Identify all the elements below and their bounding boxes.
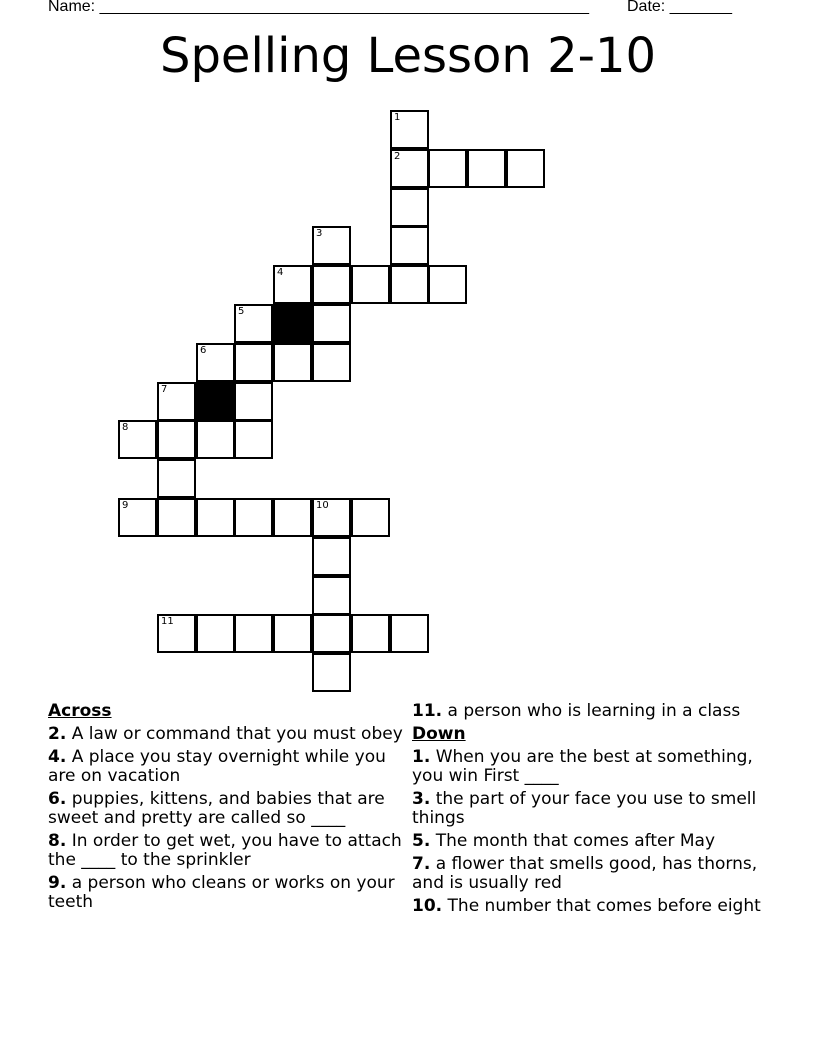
clue-number-label: 10 <box>316 500 329 511</box>
clue-number-label: 2 <box>394 151 401 162</box>
down-clue-10 <box>412 897 772 916</box>
clues-left-column <box>48 702 408 916</box>
clue-number: 6. <box>48 789 67 809</box>
grid-cell[interactable] <box>312 537 351 576</box>
grid-cell[interactable] <box>273 614 312 653</box>
grid-cell[interactable] <box>312 498 351 537</box>
grid-cell[interactable] <box>118 498 157 537</box>
grid-cell[interactable] <box>273 343 312 382</box>
clue-number-label: 11 <box>161 616 174 627</box>
grid-cell[interactable] <box>157 459 196 498</box>
clue-number: 2. <box>48 724 67 744</box>
down-heading: Down <box>412 724 466 744</box>
across-clue-9 <box>48 874 408 912</box>
grid-cell[interactable] <box>312 226 351 265</box>
across-clue-8 <box>48 832 408 870</box>
grid-cell[interactable] <box>234 382 273 421</box>
clue-text: puppies, kittens, and babies that are sweet and pretty are called so ____ <box>48 789 385 828</box>
grid-cell[interactable] <box>157 382 196 421</box>
grid-cell[interactable] <box>506 149 545 188</box>
clue-text: a person who is learning in a class <box>442 701 741 721</box>
clue-number: 9. <box>48 873 67 893</box>
grid-cell[interactable] <box>312 265 351 304</box>
clue-number: 4. <box>48 747 67 767</box>
down-clue-3 <box>412 790 772 828</box>
grid-cell[interactable] <box>390 149 429 188</box>
grid-cell[interactable] <box>118 420 157 459</box>
across-clue-11 <box>412 702 772 721</box>
grid-cell[interactable] <box>234 343 273 382</box>
clue-number: 5. <box>412 831 431 851</box>
across-clue-6 <box>48 790 408 828</box>
down-clue-5 <box>412 832 772 851</box>
grid-cell[interactable] <box>234 498 273 537</box>
down-clue-7 <box>412 855 772 893</box>
grid-cell[interactable] <box>196 343 235 382</box>
grid-cell[interactable] <box>351 265 390 304</box>
clue-number-label: 4 <box>277 267 284 278</box>
clues-right-column <box>412 702 772 920</box>
page-title: Spelling Lesson 2-10 <box>159 28 657 84</box>
grid-cell[interactable] <box>312 304 351 343</box>
date-field-line: Date: _______ <box>627 0 732 15</box>
across-clue-2 <box>48 725 408 744</box>
grid-cell[interactable] <box>273 265 312 304</box>
grid-cell[interactable] <box>467 149 506 188</box>
grid-block-cell <box>273 304 312 343</box>
down-clue-1 <box>412 748 772 786</box>
grid-cell[interactable] <box>196 420 235 459</box>
clue-number-label: 8 <box>122 422 129 433</box>
grid-cell[interactable] <box>273 498 312 537</box>
across-heading: Across <box>48 701 112 721</box>
grid-cell[interactable] <box>234 420 273 459</box>
clue-text: a flower that smells good, has thorns, and is usually red <box>412 854 758 893</box>
grid-cell[interactable] <box>196 614 235 653</box>
clue-number-label: 7 <box>161 384 168 395</box>
clue-number: 3. <box>412 789 431 809</box>
grid-cell[interactable] <box>157 420 196 459</box>
clue-text: The month that comes after May <box>430 831 716 851</box>
grid-cell[interactable] <box>390 226 429 265</box>
grid-cell[interactable] <box>157 614 196 653</box>
clue-number: 7. <box>412 854 431 874</box>
grid-cell[interactable] <box>234 614 273 653</box>
clue-number: 8. <box>48 831 67 851</box>
grid-cell[interactable] <box>351 498 390 537</box>
clue-text: When you are the best at something, you win First ____ <box>412 747 753 786</box>
grid-cell[interactable] <box>196 498 235 537</box>
grid-cell[interactable] <box>428 149 467 188</box>
clue-text: In order to get wet, you have to attach the ____ to the sprinkler <box>48 831 402 870</box>
clue-number-label: 5 <box>238 306 245 317</box>
grid-cell[interactable] <box>157 498 196 537</box>
grid-cell[interactable] <box>351 614 390 653</box>
grid-cell[interactable] <box>312 614 351 653</box>
clue-number-label: 3 <box>316 228 323 239</box>
clue-number-label: 6 <box>200 345 207 356</box>
clue-text: A law or command that you must obey <box>66 724 403 744</box>
across-clue-4 <box>48 748 408 786</box>
clue-number-label: 1 <box>394 112 401 123</box>
grid-cell[interactable] <box>428 265 467 304</box>
grid-cell[interactable] <box>390 110 429 149</box>
clue-text: a person who cleans or works on your teeth <box>48 873 395 912</box>
grid-block-cell <box>196 382 235 421</box>
clue-number: 1. <box>412 747 431 767</box>
clue-text: The number that comes before eight <box>442 896 761 916</box>
grid-cell[interactable] <box>312 653 351 692</box>
grid-cell[interactable] <box>312 576 351 615</box>
grid-cell[interactable] <box>312 343 351 382</box>
grid-cell[interactable] <box>234 304 273 343</box>
grid-cell[interactable] <box>390 614 429 653</box>
name-field-line: Name: _______________________________________________________ <box>48 0 589 15</box>
clue-text: A place you stay overnight while you are on vacation <box>48 747 386 786</box>
grid-cell[interactable] <box>390 188 429 227</box>
clue-number: 11. <box>412 701 443 721</box>
clue-number: 10. <box>412 896 443 916</box>
clue-number-label: 9 <box>122 500 129 511</box>
grid-cell[interactable] <box>390 265 429 304</box>
clue-text: the part of your face you use to smell things <box>412 789 757 828</box>
